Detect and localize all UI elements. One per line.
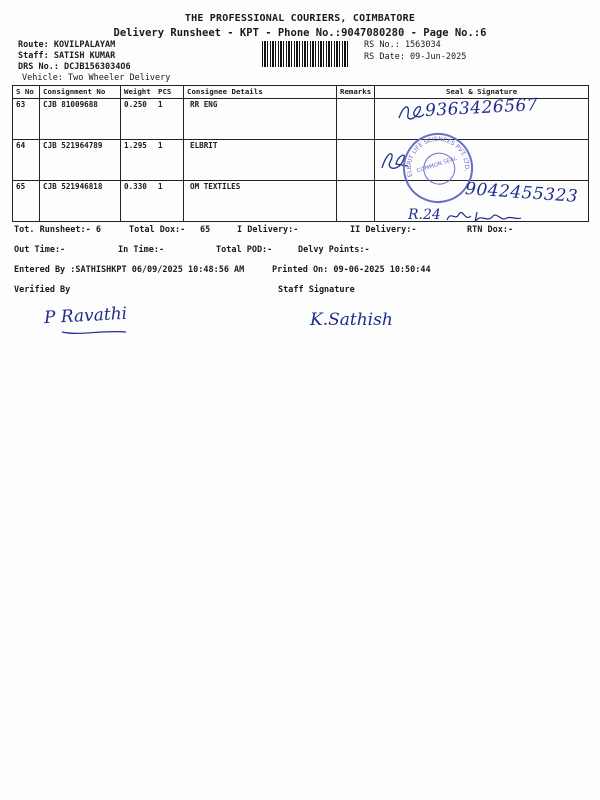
entered-by: Entered By :SATHISHKPT 06/09/2025 10:48:56 AM	[14, 265, 245, 275]
verifier-underline-icon	[60, 326, 130, 338]
seal-ring-label: ELBRIT LIFE SCIENCES PVT. LTD.	[405, 135, 471, 178]
receiver-scribble-icon	[445, 206, 525, 226]
staff-handwritten-signature: K.Sathish	[310, 310, 393, 330]
i-delivery: I Delivery:-	[237, 225, 299, 235]
rs-number: RS No.: 1563034	[364, 40, 441, 50]
cell-sno: 65	[13, 181, 40, 222]
cell-pcs: 1	[155, 140, 184, 181]
col-remarks: Remarks	[337, 86, 375, 99]
total-dox-value: 65	[200, 225, 211, 235]
cell-remarks	[337, 99, 375, 140]
staff: Staff: SATISH KUMAR	[18, 51, 116, 61]
in-time: In Time:-	[118, 245, 165, 255]
handwritten-phone-row3: 9042455323	[464, 179, 579, 207]
col-sno: S No	[13, 86, 40, 99]
cell-remarks	[337, 140, 375, 181]
cell-sno: 63	[13, 99, 40, 140]
delvy-points: Delvy Points:-	[298, 245, 370, 255]
cell-consignment: CJB 521946818	[40, 181, 121, 222]
col-weight: Weight	[121, 86, 156, 99]
ii-delivery: II Delivery:-	[350, 225, 417, 235]
rs-date: RS Date: 09-Jun-2025	[364, 52, 467, 62]
printed-on: Printed On: 09-06-2025 10:50:44	[272, 265, 431, 275]
cell-remarks	[337, 181, 375, 222]
cell-pcs: 1	[155, 99, 184, 140]
col-consignee: Consignee Details	[184, 86, 337, 99]
barcode	[262, 41, 348, 67]
col-pcs: PCS	[155, 86, 184, 99]
cell-consignee: ELBRIT	[184, 140, 337, 181]
cell-weight: 1.295	[121, 140, 156, 181]
verified-by-label: Verified By	[14, 285, 71, 295]
staff-signature-label: Staff Signature	[278, 285, 355, 295]
handwritten-phone-row1: 9363426567	[424, 95, 539, 121]
seal-center-text: COMMON SEAL	[416, 155, 458, 175]
company-title: THE PROFESSIONAL COURIERS, COIMBATORE	[184, 13, 416, 24]
cell-consignee: OM TEXTILES	[184, 181, 337, 222]
signature-scribble-icon	[396, 100, 426, 126]
cell-weight: 0.250	[121, 99, 156, 140]
cell-consignment: CJB 81009688	[40, 99, 121, 140]
table-row	[13, 140, 589, 181]
drs-number: DRS No.: DCJB1563034O6	[18, 62, 131, 72]
total-dox-label: Total Dox:-	[129, 225, 186, 235]
total-pod: Total POD:-	[216, 245, 273, 255]
route: Route: KOVILPALAYAM	[18, 40, 116, 50]
cell-sno: 64	[13, 140, 40, 181]
cell-consignment: CJB 521964789	[40, 140, 121, 181]
handwritten-receiver-row3: R.24	[408, 207, 441, 223]
total-runsheet: Tot. Runsheet:- 6	[14, 225, 101, 235]
vehicle: Vehicle: Two Wheeler Delivery	[22, 73, 171, 83]
cell-pcs: 1	[155, 181, 184, 222]
runsheet-subtitle: Delivery Runsheet - KPT - Phone No.:9047080280 - Page No.:6	[113, 27, 487, 39]
cell-consignee: RR ENG	[184, 99, 337, 140]
col-consignment: Consignment No	[40, 86, 121, 99]
out-time: Out Time:-	[14, 245, 66, 255]
rtn-dox: RTN Dox:-	[467, 225, 514, 235]
col-seal-signature: Seal & Signature	[375, 86, 589, 99]
verifier-signature: P Ravathi	[43, 303, 128, 329]
cell-weight: 0.330	[121, 181, 156, 222]
